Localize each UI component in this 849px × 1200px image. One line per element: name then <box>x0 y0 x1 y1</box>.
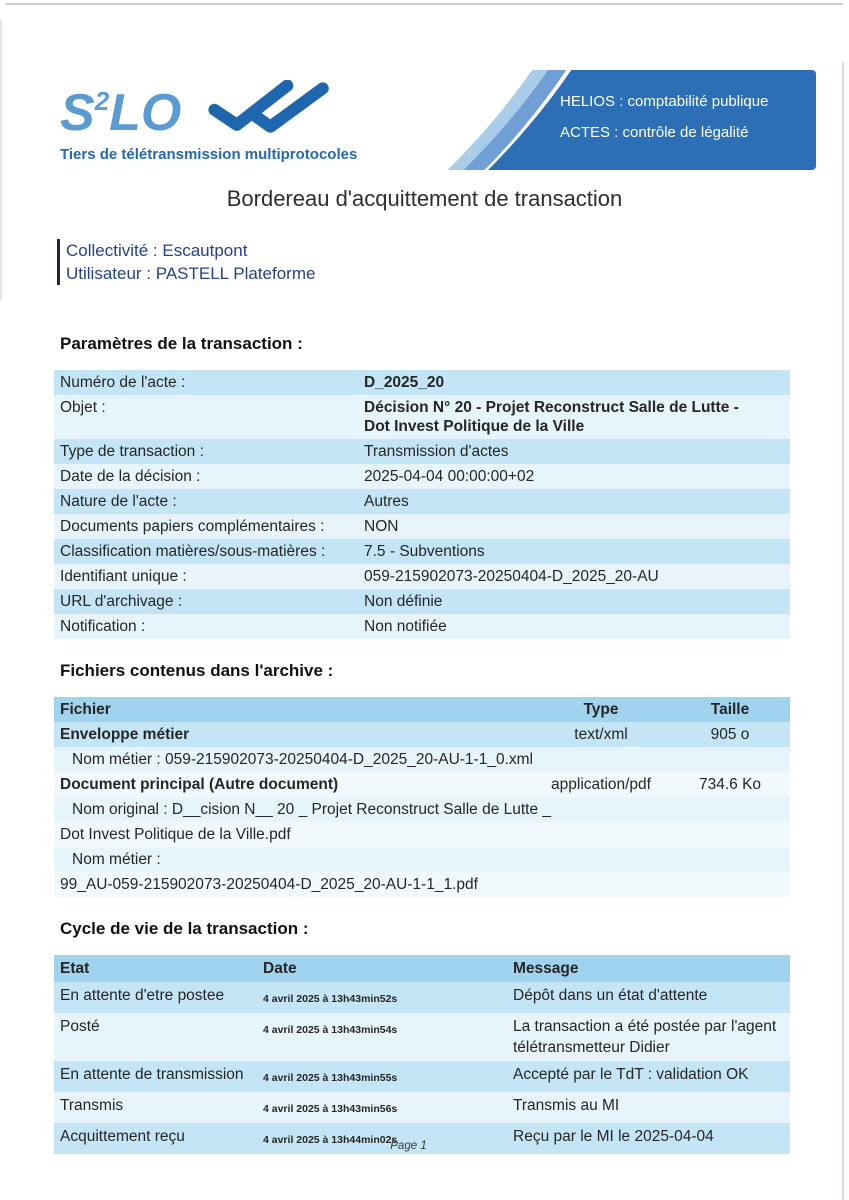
table-row <box>54 722 790 747</box>
lifecycle-state: En attente de transmission <box>60 1066 244 1083</box>
table-row <box>54 1092 790 1123</box>
file-type: application/pdf <box>551 776 651 793</box>
banner-line-helios: HELIOS : comptabilité publique <box>560 93 769 110</box>
param-label: Numéro de l'acte : <box>60 374 186 391</box>
banner-line-actes: ACTES : contrôle de légalité <box>560 124 749 141</box>
lifecycle-date: 4 avril 2025 à 13h44min02s <box>263 1134 398 1146</box>
table-row <box>54 539 790 564</box>
file-type: text/xml <box>574 726 628 743</box>
file-detail-line: Dot Invest Politique de la Ville.pdf <box>54 822 790 847</box>
table-row <box>54 370 790 395</box>
file-detail-line: Nom métier : <box>54 847 790 872</box>
param-label: URL d'archivage : <box>60 593 183 610</box>
file-name: Enveloppe métier <box>60 726 190 743</box>
scan-artifact-right-edge <box>842 62 844 1200</box>
param-value: Décision N° 20 - Projet Reconstruct Salle de Lutte - Dot Invest Politique de la Ville <box>364 399 739 435</box>
table-row <box>54 514 790 539</box>
section-heading-fichiers: Fichiers contenus dans l'archive : <box>60 661 334 680</box>
param-label: Nature de l'acte : <box>60 493 177 510</box>
table-row <box>54 489 790 514</box>
bird-swoosh-icon <box>202 80 352 136</box>
document-title: Bordereau d'acquittement de transaction <box>226 186 623 211</box>
param-value: Transmission d'actes <box>364 443 509 460</box>
table-row <box>54 395 790 439</box>
lifecycle-message: Dépôt dans un état d'attente <box>513 987 708 1004</box>
column-header-fichier: Fichier <box>60 701 111 718</box>
section-heading-cycle: Cycle de vie de la transaction : <box>60 919 309 938</box>
param-value: Non notifiée <box>364 618 447 635</box>
file-detail-line: 99_AU-059-215902073-20250404-D_2025_20-AU-1-1_1.pdf <box>54 872 790 897</box>
param-label: Identifiant unique : <box>60 568 187 585</box>
column-header-etat: Etat <box>60 960 90 977</box>
param-label: Type de transaction : <box>60 443 204 460</box>
table-row <box>54 589 790 614</box>
table-row <box>54 614 790 639</box>
file-detail-line: Nom métier : 059-215902073-20250404-D_2025_20-AU-1-1_0.xml <box>54 747 790 772</box>
lifecycle-date: 4 avril 2025 à 13h43min55s <box>263 1072 398 1084</box>
logo-letter-s: S <box>60 84 95 142</box>
lifecycle-message: Accepté par le TdT : validation OK <box>513 1066 749 1083</box>
column-header-type: Type <box>583 701 619 718</box>
banner-text <box>560 86 768 148</box>
collectivite-line: Collectivité : Escautpont <box>66 241 248 260</box>
lifecycle-date: 4 avril 2025 à 13h43min54s <box>263 1024 398 1036</box>
param-label: Classification matières/sous-matières : <box>60 543 326 560</box>
logo-tagline: Tiers de télétransmission multiprotocoles <box>60 146 358 163</box>
lifecycle-state: Acquittement reçu <box>60 1128 185 1145</box>
column-header-message: Message <box>513 960 579 977</box>
lifecycle-message: Reçu par le MI le 2025-04-04 <box>513 1128 714 1145</box>
table-row <box>54 564 790 589</box>
param-label: Documents papiers complémentaires : <box>60 518 325 535</box>
lifecycle-message: La transaction a été postée par l'agent télétransmetteur Didier <box>513 1018 777 1056</box>
param-value: 059-215902073-20250404-D_2025_20-AU <box>364 568 659 585</box>
table-row <box>54 1061 790 1092</box>
table-row <box>54 439 790 464</box>
page-number: Page 1 <box>390 1140 427 1152</box>
logo-letters-lo: LO <box>109 84 182 142</box>
meta-block <box>57 239 315 285</box>
param-label: Notification : <box>60 618 146 635</box>
file-name: Document principal (Autre document) <box>60 776 339 793</box>
s2lo-logo <box>60 72 420 163</box>
param-value: 7.5 - Subventions <box>364 543 485 560</box>
table-row <box>54 464 790 489</box>
scan-artifact-left-edge <box>0 20 2 300</box>
column-header-taille: Taille <box>710 701 750 718</box>
scan-artifact-top-edge <box>6 3 843 5</box>
section-heading-parametres: Paramètres de la transaction : <box>60 334 303 353</box>
fichiers-table <box>54 697 790 897</box>
table-row <box>54 982 790 1013</box>
table-row <box>54 772 790 797</box>
lifecycle-state: Posté <box>60 1018 100 1035</box>
table-header-row <box>54 955 790 982</box>
lifecycle-date: 4 avril 2025 à 13h43min52s <box>263 993 398 1005</box>
param-value: Autres <box>364 493 409 510</box>
param-value: 2025-04-04 00:00:00+02 <box>364 468 535 485</box>
column-header-date: Date <box>263 960 297 977</box>
param-label: Date de la décision : <box>60 468 201 485</box>
parametres-table <box>54 370 790 639</box>
logo-superscript-2: 2 <box>94 86 110 116</box>
protocols-banner <box>440 70 816 170</box>
lifecycle-message: Transmis au MI <box>513 1097 620 1114</box>
table-header-row <box>54 697 790 722</box>
file-detail-line: Nom original : D__cision N__ 20 _ Projet Reconstruct Salle de Lutte _ <box>54 797 790 822</box>
lifecycle-date: 4 avril 2025 à 13h43min56s <box>263 1103 398 1115</box>
lifecycle-state: Transmis <box>60 1097 124 1114</box>
cycle-table <box>54 955 790 1154</box>
table-row <box>54 1013 790 1061</box>
document-body <box>54 334 790 1154</box>
param-label: Objet : <box>60 399 106 416</box>
file-size: 905 o <box>710 726 750 743</box>
file-size: 734.6 Ko <box>698 776 762 793</box>
param-value: NON <box>364 518 399 535</box>
utilisateur-line: Utilisateur : PASTELL Plateforme <box>66 264 316 283</box>
param-value: D_2025_20 <box>364 374 445 391</box>
param-value: Non définie <box>364 593 443 610</box>
lifecycle-state: En attente d'etre postee <box>60 987 225 1004</box>
